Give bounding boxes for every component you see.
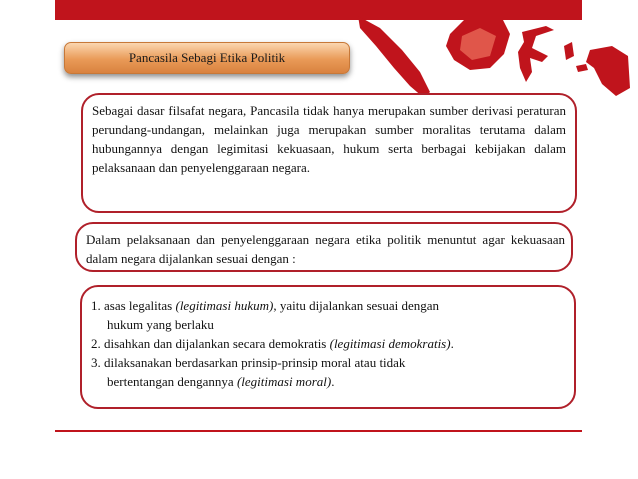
list-item-text: 3. dilaksanakan berdasarkan prinsip-prinsip moral atau tidak bbox=[91, 355, 406, 370]
list-item-italic: (legitimasi moral) bbox=[236, 374, 332, 389]
list-item-text: . bbox=[331, 374, 335, 389]
requirement-box bbox=[75, 222, 573, 272]
legitimacy-list-box bbox=[80, 285, 576, 409]
slide-title: Pancasila Sebagi Etika Politik bbox=[64, 42, 350, 74]
list-item bbox=[91, 353, 565, 391]
list-item-continuation bbox=[91, 372, 565, 391]
list-item-continuation: hukum yang berlaku bbox=[107, 317, 214, 332]
list-item-text: , yaitu dijalankan sesuai dengan bbox=[273, 298, 440, 313]
definition-box bbox=[81, 93, 577, 213]
requirement-text: Dalam pelaksanaan dan penyelenggaraan negara etika politik menuntut agar kekuasaan dalam negara dijalankan sesuai dengan : bbox=[86, 232, 565, 266]
list-item-text: . bbox=[450, 336, 454, 351]
bottom-divider bbox=[55, 430, 582, 432]
list-item-italic: (legitimasi hukum) bbox=[175, 298, 274, 313]
definition-text: Sebagai dasar filsafat negara, Pancasila tidak hanya merupakan sumber derivasi peraturan perundang-undangan, melainkan juga merupakan sumber moralitas terutama dalam hubungannya dengan legimitasi kekuasaan, hukum serta berbagai kebijakan dalam pelaksanaan dan penyelenggaraan negara. bbox=[92, 103, 566, 175]
list-item-text: 1. asas legalitas bbox=[91, 298, 176, 313]
list-item bbox=[91, 296, 565, 334]
list-item-text: bertentangan dengannya bbox=[107, 374, 237, 389]
list-item-italic: (legitimasi demokratis) bbox=[329, 336, 451, 351]
list-item bbox=[91, 334, 565, 353]
list-item-text: 2. disahkan dan dijalankan secara demokratis bbox=[91, 336, 330, 351]
